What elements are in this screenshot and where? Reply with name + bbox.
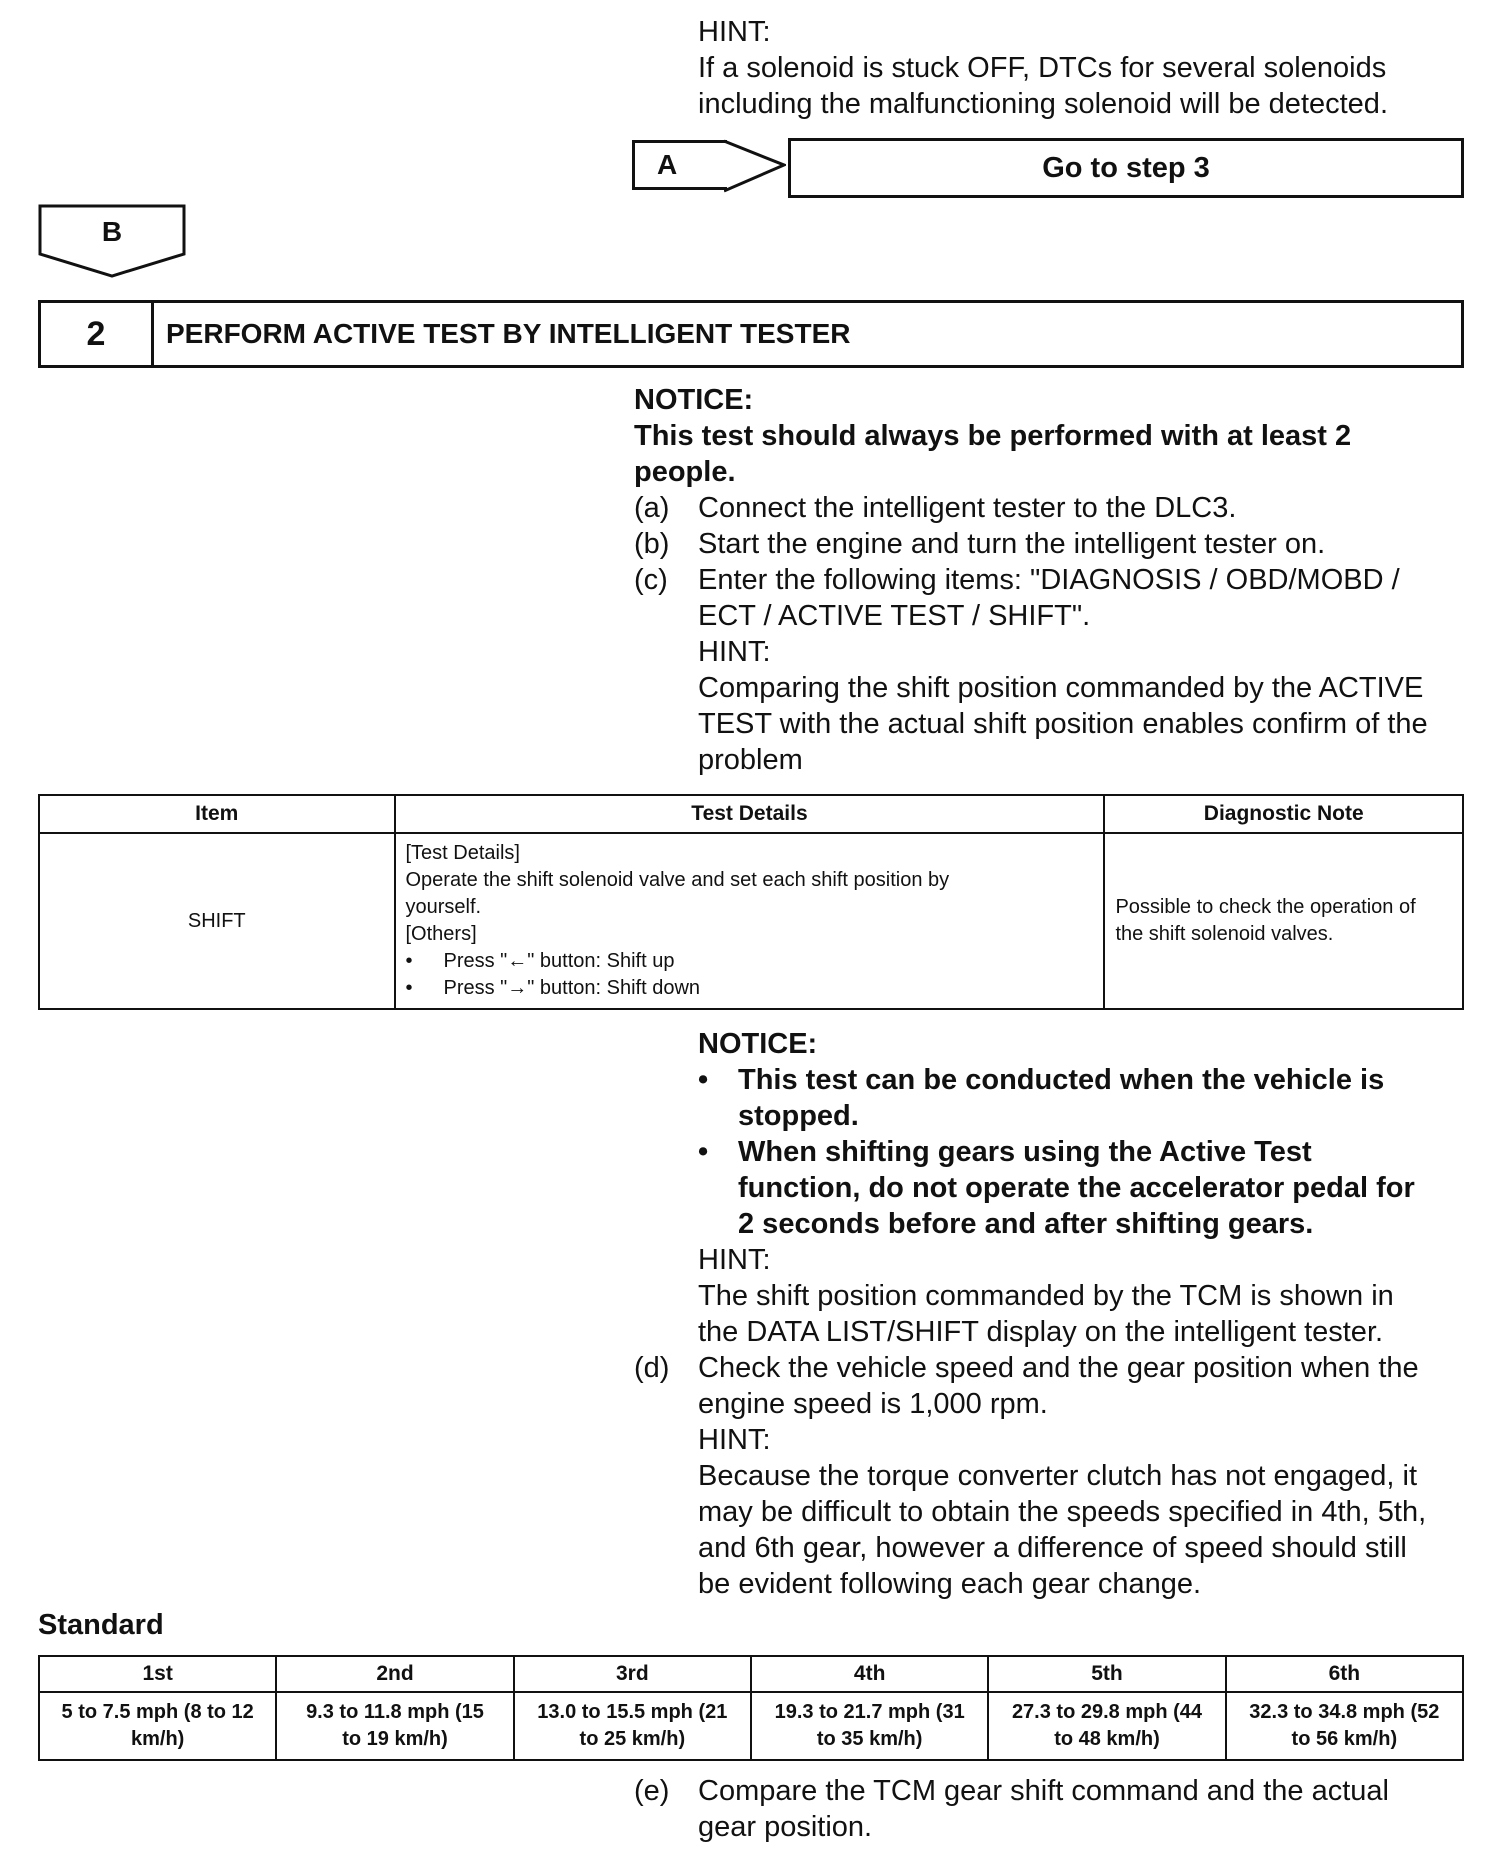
speed-line: to 35 km/h) [816,1728,923,1750]
table-row [39,1692,1463,1760]
speed-cell [276,1692,513,1760]
notice-text-line: When shifting gears using the Active Test [738,1136,1312,1168]
notice-text-line: This test can be conducted when the vehicle is [738,1064,1385,1096]
hint-label: HINT: [698,636,771,668]
item-marker: (d) [634,1352,670,1384]
hint-text-line: may be difficult to obtain the speeds specified in 4th, 5th, [698,1496,1427,1528]
item-text: gear position. [698,1811,873,1843]
notice-text-line: This test should always be performed with at least 2 [634,420,1352,452]
speed-cell [751,1692,988,1760]
speed-line: 13.0 to 15.5 mph (21 [537,1701,728,1723]
item-text: Connect the intelligent tester to the DLC3. [698,492,1237,524]
hint-label: HINT: [698,16,771,48]
hint-text-line: be evident following each gear change. [698,1568,1202,1600]
details-line: [Test Details] [405,842,520,864]
speed-line: to 19 km/h) [342,1728,448,1750]
gear-header-cell: 1st [39,1656,276,1692]
speed-cell [1226,1692,1463,1760]
speed-cell [39,1692,276,1760]
speed-line: to 56 km/h) [1291,1728,1398,1750]
table-header-cell: Test Details [395,795,1105,833]
goto-step-button[interactable]: Go to step 3 [788,138,1464,198]
table-header-row [39,795,1463,833]
table-row [39,833,1463,1009]
hint-label: HINT: [698,1424,771,1456]
details-line: Operate the shift solenoid valve and set each shift position by [405,869,950,891]
hint-text-line: Because the torque converter clutch has not engaged, it [698,1460,1418,1492]
notice-bullet-dot: • [698,1136,709,1168]
table-header-cell: Item [39,795,395,833]
table-cell-note [1104,833,1463,1009]
speed-line: to 48 km/h) [1054,1728,1160,1750]
notice-label: NOTICE: [698,1028,818,1060]
step-header [38,300,1464,368]
item-text: Check the vehicle speed and the gear position when the [698,1352,1419,1384]
note-line: the shift solenoid valves. [1115,923,1334,945]
table-cell-item: SHIFT [39,833,395,1009]
item-marker: (c) [634,564,668,596]
table-cell-details [395,833,1105,1009]
gear-header-cell: 5th [988,1656,1225,1692]
notice-text-line: 2 seconds before and after shifting gears. [738,1208,1314,1240]
gear-header-cell: 3rd [514,1656,751,1692]
notice-label: NOTICE: [634,384,754,416]
standard-label: Standard [38,1609,164,1641]
details-bullet-text: Press "←" button: Shift up [443,950,675,972]
details-line: yourself. [405,896,482,918]
standard-speed-table [38,1655,1464,1761]
result-b-label: B [101,216,123,247]
speed-line: 5 to 7.5 mph (8 to 12 [61,1701,254,1723]
hint-text-line: and 6th gear, however a difference of speed should still [698,1532,1407,1564]
hint-text-line: The shift position commanded by the TCM is shown in [698,1280,1394,1312]
hint-text-line: TEST with the actual shift position enables confirm of the [698,708,1428,740]
item-text: Start the engine and turn the intelligent tester on. [698,528,1326,560]
gear-header-cell: 6th [1226,1656,1463,1692]
speed-line: 32.3 to 34.8 mph (52 [1249,1701,1440,1723]
hint-text-line: including the malfunctioning solenoid will be detected. [698,88,1388,120]
notice-text-line: function, do not operate the accelerator pedal for [738,1172,1415,1204]
active-test-table [38,794,1464,1010]
note-line: Possible to check the operation of [1115,896,1416,918]
notice-text-line: stopped. [738,1100,859,1132]
speed-line: 19.3 to 21.7 mph (31 [774,1701,965,1723]
details-bullet: • Press "→" button: Shift down [405,977,701,999]
gear-header-cell: 4th [751,1656,988,1692]
item-text: ECT / ACTIVE TEST / SHIFT". [698,600,1091,632]
table-header-row [39,1656,1463,1692]
step-number: 2 [41,303,154,365]
hint-label: HINT: [698,1244,771,1276]
speed-cell [514,1692,751,1760]
details-line: [Others] [405,923,477,945]
hint-text-line: Comparing the shift position commanded by the ACTIVE [698,672,1424,704]
speed-line: 27.3 to 29.8 mph (44 [1011,1701,1203,1723]
item-marker: (b) [634,528,670,560]
item-text: engine speed is 1,000 rpm. [698,1388,1048,1420]
notice-bullet-dot: • [698,1064,709,1096]
hint-text-line: the DATA LIST/SHIFT display on the intelligent tester. [698,1316,1384,1348]
result-a-label: A [657,149,678,180]
speed-line: to 25 km/h) [579,1728,686,1750]
item-text: Enter the following items: "DIAGNOSIS / OBD/MOBD / [698,564,1400,596]
speed-cell [988,1692,1225,1760]
arrow-right-icon [724,138,786,194]
gear-header-cell: 2nd [276,1656,513,1692]
item-text: Compare the TCM gear shift command and the actual [698,1775,1389,1807]
result-a-box [632,140,727,190]
speed-line: 9.3 to 11.8 mph (15 [306,1701,484,1723]
notice-text-line: people. [634,456,736,488]
details-bullet: • Press "←" button: Shift up [405,950,675,972]
details-bullet-text: Press "→" button: Shift down [443,977,701,999]
speed-line: km/h) [130,1728,185,1750]
item-marker: (e) [634,1775,670,1807]
table-header-cell: Diagnostic Note [1104,795,1463,833]
hint-text-line: problem [698,744,803,776]
item-marker: (a) [634,492,670,524]
step-title: PERFORM ACTIVE TEST BY INTELLIGENT TESTER [166,318,851,349]
hint-text-line: If a solenoid is stuck OFF, DTCs for several solenoids [698,52,1387,84]
